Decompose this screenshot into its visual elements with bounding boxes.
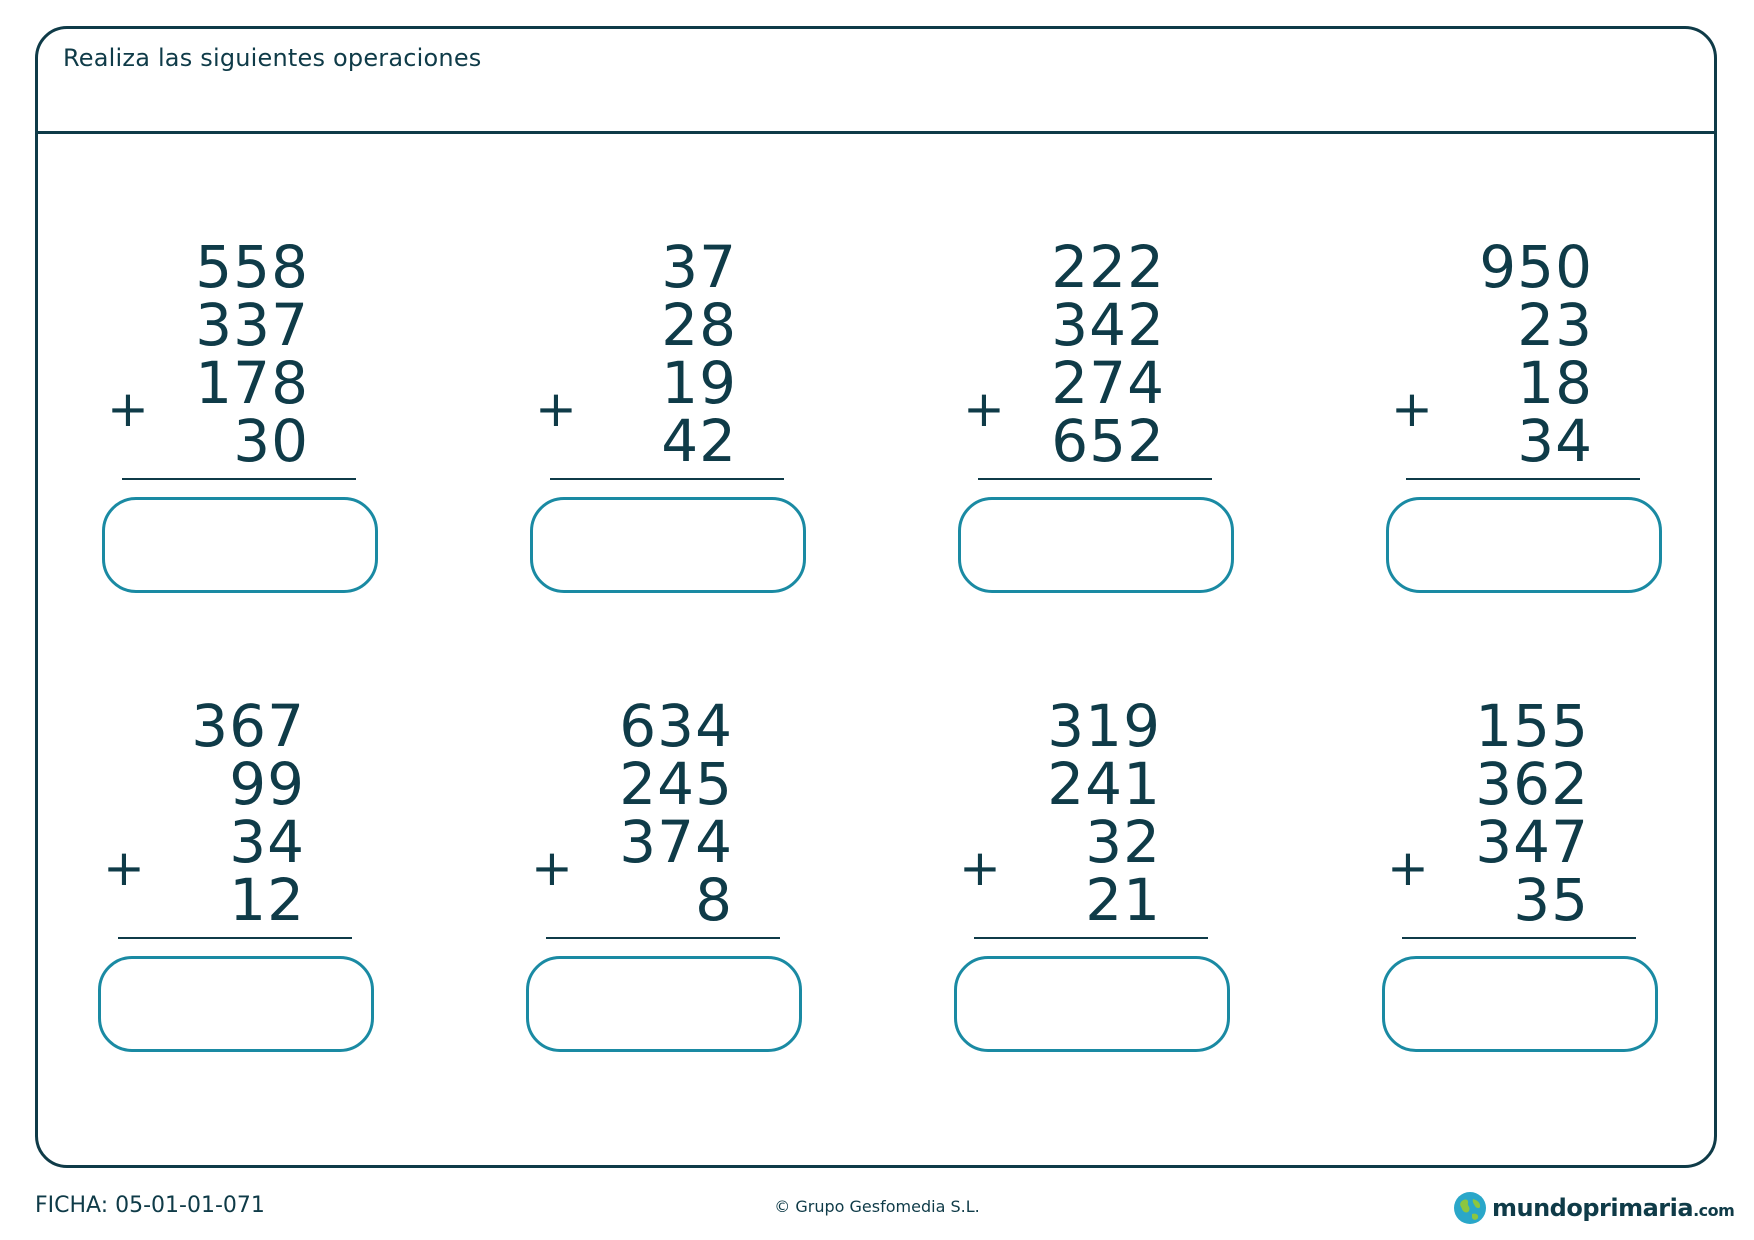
answer-box[interactable] [98, 956, 374, 1052]
addition-problem [521, 692, 821, 1077]
addend-number: 274 [1051, 349, 1165, 417]
plus-sign: + [959, 839, 1001, 897]
addition-problem [93, 692, 393, 1077]
addend-number: 367 [191, 692, 305, 760]
plus-sign: + [531, 839, 573, 897]
plus-sign: + [103, 839, 145, 897]
addend-number: 245 [619, 750, 733, 818]
sum-line [978, 478, 1212, 480]
sum-line [1402, 937, 1636, 939]
addition-problem [1377, 692, 1677, 1077]
addend-number: 23 [1517, 291, 1593, 359]
logo-main-text: mundoprimaria [1492, 1194, 1694, 1222]
mundoprimaria-logo [1452, 1188, 1734, 1228]
answer-box[interactable] [102, 497, 378, 593]
addend-number: 34 [1517, 407, 1593, 475]
addend-number: 241 [1047, 750, 1161, 818]
sum-line [974, 937, 1208, 939]
addend-number: 21 [1085, 866, 1161, 934]
logo-tld-text: .com [1693, 1201, 1735, 1220]
addend-number: 12 [229, 866, 305, 934]
globe-icon [1452, 1190, 1488, 1226]
addend-number: 178 [195, 349, 309, 417]
addend-number: 342 [1051, 291, 1165, 359]
answer-box[interactable] [958, 497, 1234, 593]
addend-number: 950 [1479, 233, 1593, 301]
copyright-text: © Grupo Gesfomedia S.L. [774, 1197, 980, 1216]
plus-sign: + [963, 380, 1005, 438]
addend-number: 19 [661, 349, 737, 417]
sum-line [550, 478, 784, 480]
addend-number: 374 [619, 808, 733, 876]
sum-line [546, 937, 780, 939]
addend-number: 319 [1047, 692, 1161, 760]
addend-number: 558 [195, 233, 309, 301]
instruction-text: Realiza las siguientes operaciones [63, 44, 482, 72]
answer-box[interactable] [1382, 956, 1658, 1052]
plus-sign: + [107, 380, 149, 438]
addition-problem [525, 233, 825, 618]
addend-number: 99 [229, 750, 305, 818]
plus-sign: + [535, 380, 577, 438]
sum-line [118, 937, 352, 939]
addend-number: 652 [1051, 407, 1165, 475]
addend-number: 32 [1085, 808, 1161, 876]
addend-number: 634 [619, 692, 733, 760]
addend-number: 337 [195, 291, 309, 359]
addend-number: 42 [661, 407, 737, 475]
addition-problem [1381, 233, 1681, 618]
plus-sign: + [1391, 380, 1433, 438]
sum-line [1406, 478, 1640, 480]
addend-number: 35 [1513, 866, 1589, 934]
addend-number: 34 [229, 808, 305, 876]
addend-number: 362 [1475, 750, 1589, 818]
addend-number: 222 [1051, 233, 1165, 301]
answer-box[interactable] [1386, 497, 1662, 593]
addition-problem [97, 233, 397, 618]
plus-sign: + [1387, 839, 1429, 897]
worksheet-code: FICHA: 05-01-01-071 [35, 1193, 265, 1218]
addition-problem [953, 233, 1253, 618]
logo-wordmark [1492, 1194, 1734, 1222]
header-divider [35, 131, 1717, 134]
sum-line [122, 478, 356, 480]
addition-problem [949, 692, 1249, 1077]
answer-box[interactable] [530, 497, 806, 593]
addend-number: 347 [1475, 808, 1589, 876]
answer-box[interactable] [526, 956, 802, 1052]
addend-number: 18 [1517, 349, 1593, 417]
addend-number: 30 [233, 407, 309, 475]
answer-box[interactable] [954, 956, 1230, 1052]
addend-number: 28 [661, 291, 737, 359]
addend-number: 37 [661, 233, 737, 301]
addend-number: 155 [1475, 692, 1589, 760]
addend-number: 8 [695, 866, 733, 934]
